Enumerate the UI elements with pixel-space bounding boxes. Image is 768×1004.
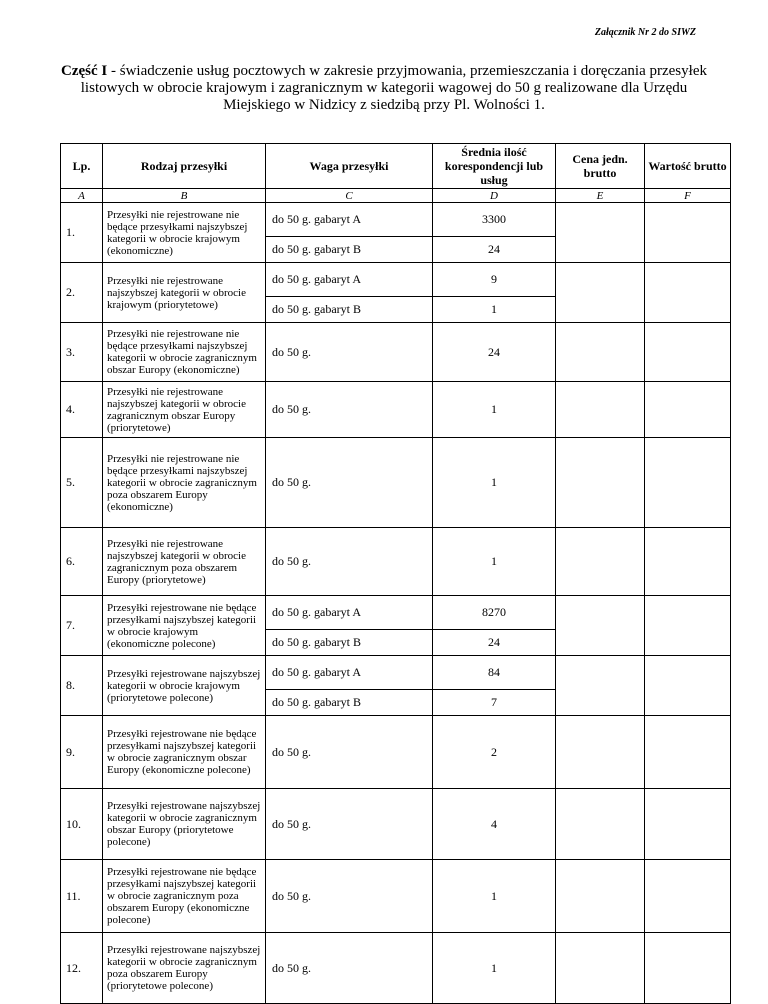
unit-price-cell[interactable]	[556, 860, 645, 933]
average-quantity: 7	[433, 690, 556, 716]
letter-c: C	[266, 189, 433, 203]
shipment-weight: do 50 g. gabaryt A	[266, 656, 433, 690]
table-row	[61, 438, 731, 528]
row-number: 2.	[61, 263, 103, 323]
total-value-cell[interactable]	[645, 933, 731, 1004]
row-number: 7.	[61, 596, 103, 656]
average-quantity: 4	[433, 789, 556, 860]
shipment-weight: do 50 g. gabaryt A	[266, 596, 433, 630]
shipment-weight: do 50 g.	[266, 933, 433, 1004]
letter-d: D	[433, 189, 556, 203]
row-number: 11.	[61, 860, 103, 933]
row-number: 10.	[61, 789, 103, 860]
unit-price-cell[interactable]	[556, 789, 645, 860]
shipment-weight: do 50 g.	[266, 789, 433, 860]
unit-price-cell[interactable]	[556, 263, 645, 323]
header-lp: Lp.	[61, 144, 103, 189]
table-row	[61, 789, 731, 860]
total-value-cell[interactable]	[645, 716, 731, 789]
shipment-kind: Przesyłki rejestrowane najszybszej kategorii w obrocie krajowym (priorytetowe polecone)	[103, 656, 266, 716]
row-number: 9.	[61, 716, 103, 789]
shipment-kind: Przesyłki rejestrowane nie będące przesyłkami najszybszej kategorii w obrocie krajowym (ekonomiczne polecone)	[103, 596, 266, 656]
unit-price-cell[interactable]	[556, 716, 645, 789]
average-quantity: 84	[433, 656, 556, 690]
total-value-cell[interactable]	[645, 596, 731, 656]
shipment-kind: Przesyłki nie rejestrowane nie będące przesyłkami najszybszej kategorii w obrocie zagranicznym obszar Europy (ekonomiczne)	[103, 323, 266, 382]
average-quantity: 1	[433, 382, 556, 438]
services-table	[60, 143, 731, 1004]
table-row	[61, 656, 731, 690]
average-quantity: 24	[433, 323, 556, 382]
row-number: 6.	[61, 528, 103, 596]
total-value-cell[interactable]	[645, 789, 731, 860]
average-quantity: 1	[433, 438, 556, 528]
letter-b: B	[103, 189, 266, 203]
column-letters-row	[61, 189, 731, 203]
row-number: 8.	[61, 656, 103, 716]
total-value-cell[interactable]	[645, 203, 731, 263]
header-weight: Waga przesyłki	[266, 144, 433, 189]
table-row	[61, 263, 731, 297]
average-quantity: 1	[433, 933, 556, 1004]
unit-price-cell[interactable]	[556, 933, 645, 1004]
table-row	[61, 860, 731, 933]
shipment-kind: Przesyłki nie rejestrowane najszybszej kategorii w obrocie zagranicznym obszar Europy (priorytetowe)	[103, 382, 266, 438]
average-quantity: 8270	[433, 596, 556, 630]
shipment-kind: Przesyłki nie rejestrowane najszybszej kategorii w obrocie zagranicznym poza obszarem Europy (priorytetowe)	[103, 528, 266, 596]
average-quantity: 2	[433, 716, 556, 789]
total-value-cell[interactable]	[645, 438, 731, 528]
unit-price-cell[interactable]	[556, 438, 645, 528]
total-value-cell[interactable]	[645, 860, 731, 933]
table-row	[61, 203, 731, 237]
letter-e: E	[556, 189, 645, 203]
shipment-weight: do 50 g. gabaryt B	[266, 237, 433, 263]
shipment-weight: do 50 g.	[266, 860, 433, 933]
average-quantity: 1	[433, 860, 556, 933]
row-number: 4.	[61, 382, 103, 438]
unit-price-cell[interactable]	[556, 323, 645, 382]
shipment-weight: do 50 g.	[266, 382, 433, 438]
shipment-kind: Przesyłki nie rejestrowane nie będące przesyłkami najszybszej kategorii w obrocie zagranicznym poza obszarem Europy (ekonomiczne)	[103, 438, 266, 528]
shipment-weight: do 50 g.	[266, 528, 433, 596]
header-unit-price: Cena jedn. brutto	[556, 144, 645, 189]
average-quantity: 1	[433, 528, 556, 596]
unit-price-cell[interactable]	[556, 382, 645, 438]
row-number: 3.	[61, 323, 103, 382]
shipment-weight: do 50 g.	[266, 438, 433, 528]
shipment-kind: Przesyłki rejestrowane najszybszej kategorii w obrocie zagranicznym obszar Europy (priorytetowe polecone)	[103, 789, 266, 860]
shipment-weight: do 50 g. gabaryt A	[266, 263, 433, 297]
shipment-kind: Przesyłki rejestrowane nie będące przesyłkami najszybszej kategorii w obrocie zagranicznym obszar Europy (ekonomiczne polecone)	[103, 716, 266, 789]
average-quantity: 3300	[433, 203, 556, 237]
table-row	[61, 323, 731, 382]
average-quantity: 1	[433, 297, 556, 323]
shipment-weight: do 50 g. gabaryt B	[266, 690, 433, 716]
letter-f: F	[645, 189, 731, 203]
row-number: 1.	[61, 203, 103, 263]
shipment-kind: Przesyłki nie rejestrowane nie będące przesyłkami najszybszej kategorii w obrocie krajowym (ekonomiczne)	[103, 203, 266, 263]
row-number: 12.	[61, 933, 103, 1004]
row-number: 5.	[61, 438, 103, 528]
letter-a: A	[61, 189, 103, 203]
shipment-weight: do 50 g. gabaryt A	[266, 203, 433, 237]
shipment-kind: Przesyłki nie rejestrowane najszybszej kategorii w obrocie krajowym (priorytetowe)	[103, 263, 266, 323]
total-value-cell[interactable]	[645, 528, 731, 596]
total-value-cell[interactable]	[645, 656, 731, 716]
table-body	[61, 203, 731, 1004]
table-row	[61, 382, 731, 438]
average-quantity: 24	[433, 237, 556, 263]
table-row	[61, 596, 731, 630]
total-value-cell[interactable]	[645, 263, 731, 323]
total-value-cell[interactable]	[645, 323, 731, 382]
table-row	[61, 933, 731, 1004]
shipment-weight: do 50 g. gabaryt B	[266, 630, 433, 656]
average-quantity: 9	[433, 263, 556, 297]
shipment-weight: do 50 g.	[266, 716, 433, 789]
header-row	[61, 144, 731, 189]
average-quantity: 24	[433, 630, 556, 656]
title-text: - świadczenie usług pocztowych w zakresie przyjmowania, przemieszczania i doręczania przesyłek listowych w obrocie krajowym i zagranicznym w kategorii wagowej do 50 g realizowane dla Urzędu Miejskiego w Nidzicy z siedzibą przy Pl. Wolności 1.	[80, 63, 707, 113]
header-kind: Rodzaj przesyłki	[103, 144, 266, 189]
unit-price-cell[interactable]	[556, 203, 645, 263]
document-title	[60, 63, 708, 114]
unit-price-cell[interactable]	[556, 528, 645, 596]
shipment-kind: Przesyłki rejestrowane nie będące przesyłkami najszybszej kategorii w obrocie zagranicznym poza obszarem Europy (ekonomiczne polecone)	[103, 860, 266, 933]
shipment-weight: do 50 g. gabaryt B	[266, 297, 433, 323]
header-quantity: Średnia ilość korespondencji lub usług	[433, 144, 556, 189]
shipment-weight: do 50 g.	[266, 323, 433, 382]
annex-label: Załącznik Nr 2 do SIWZ	[594, 27, 696, 38]
shipment-kind: Przesyłki rejestrowane najszybszej kategorii w obrocie zagranicznym poza obszarem Europy (priorytetowe polecone)	[103, 933, 266, 1004]
table-row	[61, 716, 731, 789]
header-total: Wartość brutto	[645, 144, 731, 189]
table-row	[61, 528, 731, 596]
title-part: Część I	[61, 63, 108, 79]
unit-price-cell[interactable]	[556, 596, 645, 656]
total-value-cell[interactable]	[645, 382, 731, 438]
unit-price-cell[interactable]	[556, 656, 645, 716]
